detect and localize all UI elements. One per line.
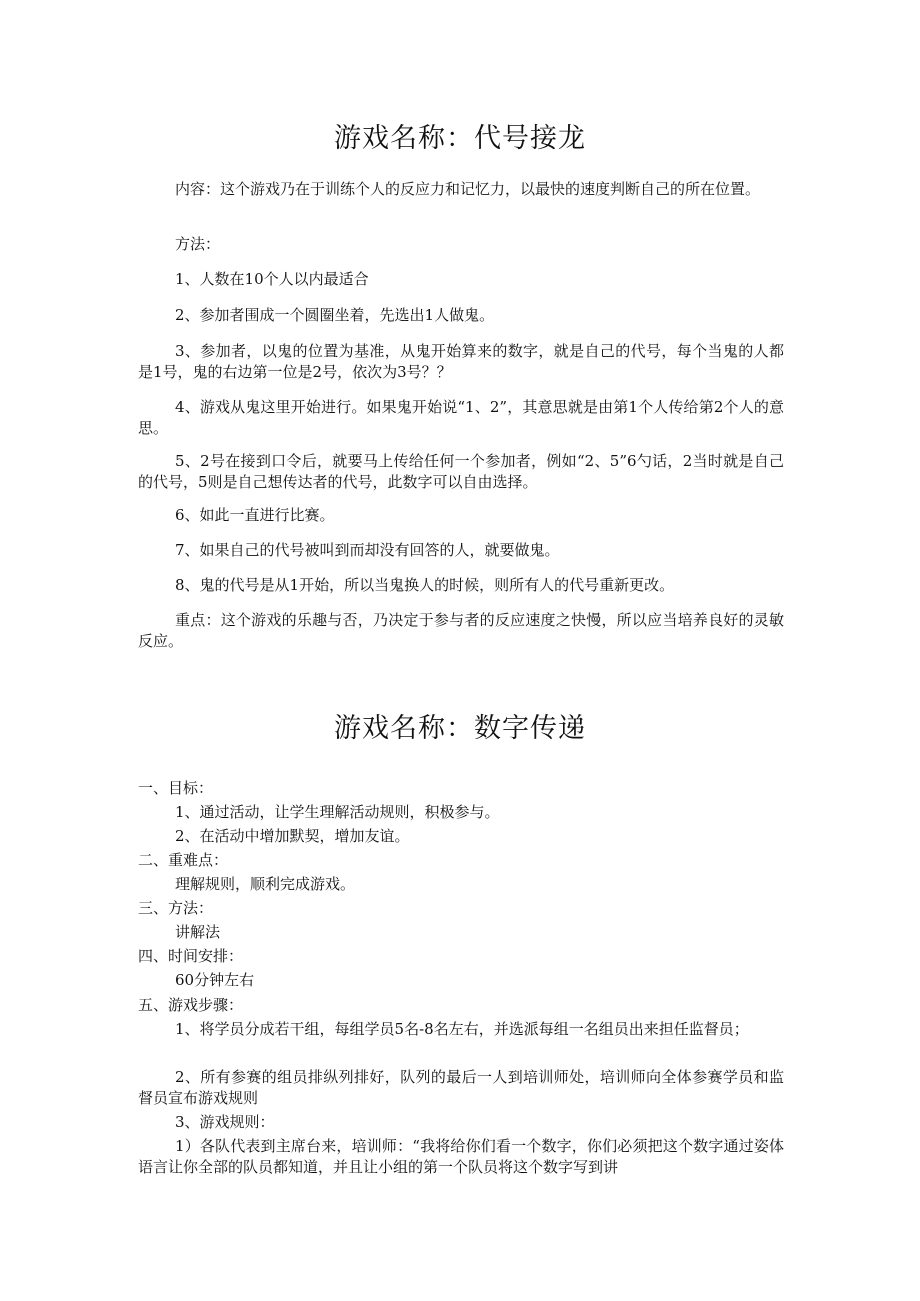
game2-section-2-label: 二、重难点： xyxy=(138,851,229,869)
game2-rule-1: 1）各队代表到主席台来，培训师：“我将给你们看一个数字，你们必须把这个数字通过姿体语言让你全部的队员都知道，并且让小组的第一个队员将这个数字写到讲 xyxy=(138,1137,784,1176)
game2-section-3-label: 三、方法： xyxy=(138,899,214,917)
game1-step-7: 7、如果自己的代号被叫到而却没有回答的人，就要做鬼。 xyxy=(175,541,560,559)
game2-section-3-text: 讲解法 xyxy=(175,923,221,941)
game1-title: 游戏名称：代号接龙 xyxy=(334,123,586,154)
game1-step-2: 2、参加者围成一个圆圈坐着，先选出1人做鬼。 xyxy=(175,306,495,324)
game2-rules-label: 3、游戏规则： xyxy=(175,1113,275,1131)
game1-step-8: 8、鬼的代号是从1开始，所以当鬼换人的时候，则所有人的代号重新更改。 xyxy=(175,576,675,594)
game1-step-6: 6、如此一直进行比赛。 xyxy=(175,506,335,524)
game2-section-4-label: 四、时间安排： xyxy=(138,947,244,965)
game2-section-4-text: 60分钟左右 xyxy=(175,971,255,989)
game2-title: 游戏名称：数字传递 xyxy=(334,713,586,744)
game2-section-5-label: 五、游戏步骤： xyxy=(138,996,244,1014)
game2-goal-2: 2、在活动中增加默契，增加友谊。 xyxy=(175,827,410,845)
game1-step-5: 5、2号在接到口令后，就要马上传给任何一个参加者，例如“2、5”6勺话，2当时就是自己的代号，5则是自己想传达者的代号，此数字可以自由选择。 xyxy=(138,452,784,491)
game2-goal-1: 1、通过活动，让学生理解活动规则，积极参与。 xyxy=(175,803,500,821)
game2-step-1: 1、将学员分成若干组，每组学员5名-8名左右，并选派每组一名组员出来担任监督员； xyxy=(175,1020,749,1038)
game1-content: 内容：这个游戏乃在于训练个人的反应力和记忆力，以最快的速度判断自己的所在位置。 xyxy=(175,180,761,198)
game2-step-2: 2、所有参赛的组员排纵列排好，队列的最后一人到培训师处，培训师向全体参赛学员和监督员宣布游戏规则 xyxy=(138,1068,784,1107)
game2-section-1-label: 一、目标： xyxy=(138,779,214,797)
game1-method-label: 方法： xyxy=(175,235,221,253)
game1-key-point: 重点：这个游戏的乐趣与否，乃决定于参与者的反应速度之快慢，所以应当培养良好的灵敏反应。 xyxy=(138,611,784,650)
game1-step-3: 3、参加者，以鬼的位置为基准，从鬼开始算来的数字，就是自己的代号，每个当鬼的人都是1号，鬼的右边第一位是2号，依次为3号？？ xyxy=(138,342,784,381)
game1-step-1: 1、人数在10个人以内最适合 xyxy=(175,270,369,288)
game1-step-4: 4、游戏从鬼这里开始进行。如果鬼开始说“1、2”，其意思就是由第1个人传给第2个人的意思。 xyxy=(138,398,784,437)
game2-section-2-text: 理解规则，顺利完成游戏。 xyxy=(175,875,356,893)
